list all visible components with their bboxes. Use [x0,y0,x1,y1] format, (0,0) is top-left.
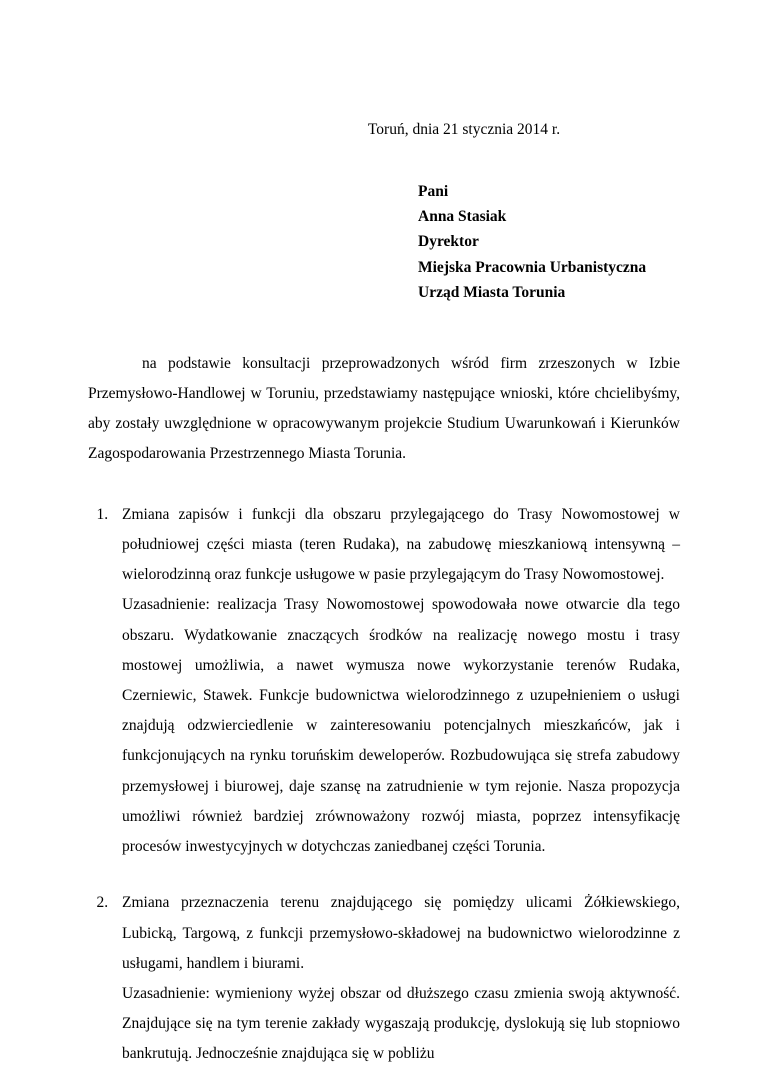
date-line: Toruń, dnia 21 stycznia 2014 r. [367,121,561,138]
addressee-block [418,179,680,305]
addressee-office: Miejska Pracownia Urbanistyczna [418,258,647,276]
list-item [112,500,680,863]
point-body: 2. Zmiana przeznaczenia terenu znajdującego się pomiędzy ulicami Żółkiewskiego, Lubicką, Targową, z funkcji przemysłowo-składowej na budownictwo wielorodzinne z usługami, handlem i biurami. [122,894,680,972]
points-list [88,500,680,1070]
point-justification: Uzasadnienie: realizacja Trasy Nowomostowej spowodowała nowe otwarcie dla tego obszaru. Wydatkowanie znaczących środków na realizację nowego mostu i trasy mostowej umożliwia, a nawet wymusza nowe wykorzystanie terenów Rudaka, Czerniewic, Stawek. Funkcje budownictwa wielorodzinnego z uzupełnieniem o usługi znajdują odzwierciedlenie w zainteresowaniu potencjalnych mieszkańców, jak i funkcjonujących na rynku toruńskim deweloperów. Rozbudowująca się strefa zabudowy przemysłowej i biurowej, daje szansę na zatrudnienie w tym rejonie. Nasza propozycja umożliwi również bardziej zrównoważony rozwój miasta, poprzez intensyfikację procesów inwestycyjnych w dotychczas zaniedbanej części Torunia. [122,596,680,856]
addressee-name: Anna Stasiak [418,208,507,226]
point-body: 1. Zmiana zapisów i funkcji dla obszaru przylegającego do Trasy Nowomostowej w południowej części miasta (teren Rudaka), na zabudowę mieszkaniową intensywną – wielorodzinną oraz funkcje usługowe w pasie przylegającym do Trasy Nowomostowej. [122,505,680,584]
list-item [112,888,680,1069]
addressee-salutation: Pani [418,183,449,201]
addressee-position: Dyrektor [418,233,479,251]
point-justification: Uzasadnienie: wymieniony wyżej obszar od dłuższego czasu zmienia swoją aktywność. Znajdujące się na tym terenie zakłady wygaszają produkcję, dyslokują się lub stopniowo bankrutują. Jednocześnie znajdująca się w pobliżu [122,984,680,1063]
intro-paragraph: na podstawie konsultacji przeprowadzonych wśród firm zrzeszonych w Izbie Przemysłowo-Handlowej w Toruniu, przedstawiamy następujące wnioski, które chcielibyśmy, aby zostały uwzględnione w opracowywanym projekcie Studium Uwarunkowań i Kierunków Zagospodarowania Przestrzennego Miasta Torunia. [88,354,680,463]
addressee-institution: Urząd Miasta Torunia [418,283,566,301]
